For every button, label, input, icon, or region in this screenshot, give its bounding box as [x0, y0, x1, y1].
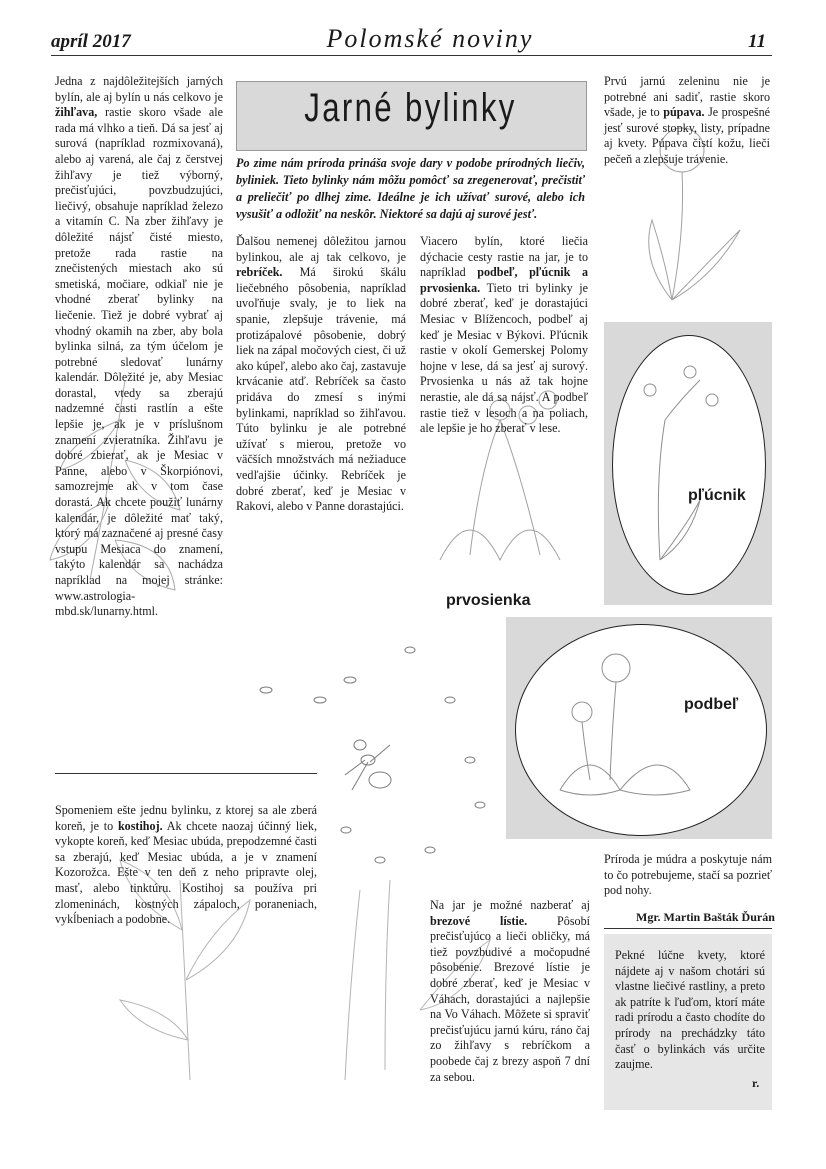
nature-note: Príroda je múdra a poskytuje nám to čo potrebujeme, stačí sa pozrieť pod nohy. [604, 852, 772, 898]
page-number: 11 [748, 31, 766, 52]
birch-keyword: brezové lístie. [430, 913, 528, 928]
comfrey-article [55, 803, 317, 928]
section-rule [55, 773, 317, 774]
comfrey-keyword: kostihoj. [117, 818, 163, 833]
birch-text-a: Na jar je možné nazberať aj [430, 898, 590, 912]
dandelion-text-b: Je prospešné jesť surové stopky, listy, prípadne aj kvety. Púpava čistí kožu, lieči pečeň a zlepšuje trávenie. [604, 105, 771, 166]
note-text: Pekné lúčne kvety, ktoré nájdete aj v našom chotári sú vlastne liečivé rastliny, a preto ak patríte k ľuďom, ktorí máte radi prírodu a často chodíte do prírody na prechádzky táto časť o bylinkách vás určite zaujme. [615, 948, 765, 1072]
issue-date: apríl 2017 [51, 31, 131, 52]
coltsfoot-oval [515, 624, 767, 836]
lungwort-oval [612, 335, 766, 595]
comfrey-text-b: Ak chcete naozaj účinný liek, vykopte koreň, keď Mesiac ubúda, prepodzemné časti sa zberajú, keď Mesiac ubúda, a je v znamení Kozorožca. Ešte v ten deň z neho pripravte olej, masť, alebo tinktúru. Kostihoj sa používa pri zlomeninách, kostných zápaloch, poraneniach, vykĺbeniach a podobne. [55, 818, 317, 927]
respiratory-keyword: podbeľ, pľúcnik a prvosienka. [420, 265, 588, 295]
masthead: Polomské noviny [326, 24, 534, 53]
comfrey-text-a: Spomeniem ešte jednu bylinku, z ktorej sa ale zberá koreň, je to [55, 803, 317, 833]
yarrow-keyword: rebríček. [236, 265, 283, 280]
article-title: Jarné bylinky [304, 86, 517, 130]
dandelion-article [604, 74, 770, 168]
primrose-label: prvosienka [446, 592, 531, 609]
author-signature: Mgr. Martin Bašták Ďurán [636, 910, 775, 924]
yarrow-text-a: Ďalšou nemenej dôležitou jarnou bylinkou, ale aj tak celkovo, je [236, 234, 406, 264]
respiratory-herbs-article [420, 234, 588, 437]
coltsfoot-label: podbeľ [684, 696, 739, 713]
respiratory-text-b: Tieto tri bylinky je dobré zberať, keď je dorastajúci Mesiac v Blížencoch, podbeľ aj keď je Mesiac v Býkovi. Pľúcnik rastie v okolí Gemerskej Polomy hojne v lese, dá sa jesť aj surový. Prvosienka u nás až tak hojne nerastie, ale dá sa nájsť. A podbeľ rastie tiež v lesoch a na poliach, ale lepšie je ho zberať v lese. [420, 280, 588, 436]
header-rule [51, 55, 772, 56]
yarrow-article [236, 234, 406, 515]
dandelion-text-a: Prvú jarnú zeleninu nie je potrebné ani sadiť, rastie skoro všade, je to [604, 74, 770, 120]
note-sign: r. [752, 1076, 760, 1090]
lead-paragraph: Po zime nám príroda prináša svoje dary v podobe prírodných liečiv, byliniek. Tieto bylinky nám môžu pomôcť sa zregenerovať, prečistiť a preliečiť po dlhej zime. Ideálne je ich užívať surové, alebo ich vysušiť a odložiť na neskôr. Niektoré sa dajú aj surové jesť. [236, 156, 585, 221]
nettle-keyword: žihľava, [55, 105, 98, 120]
yarrow-text-b: Má širokú škálu liečebného pôsobenia, napríklad uvoľňuje svaly, je to liek na spanie, zlepšuje trávenie, má protizápalové pôsobenie, dobrý liek na zápal močových ciest, či už ako kúpeľ, alebo ako čaj, zastavuje krvácanie atď. Rebríček sa často pridáva do zmesí s inými bylinkami, napríklad so žihľavou. Túto bylinku je ale potrebné užívať s mierou, pretože vo väčších množstvách má nežiaduce vedľajšie účinky. Rebríček je dobré zberať, keď je Mesiac v Rakovi, alebo v Panne dorastajúci. [236, 265, 406, 514]
respiratory-text-a: Viacero bylín, ktoré liečia dýchacie cesty rastie na jar, je to napríklad [420, 234, 588, 280]
nettle-text-b: rastie skoro všade ale rada má vlhko a tieň. Dá sa jesť aj surová (napríklad rozmixovaná), alebo aj varená, ale čaj z čerstvej žihľavy je tiež výborný, prečisťujúci, povzbudzujúci, liečivý, obsahuje napríklad železo a vitamín C. Na zber žihľavy je dôležité nájsť čisté miesto, pretože rada rastie na znečistených miestach ako sú smetiská, močiare, odkiaľ nie je vhodné zberať bylinky na liečenie. Tiež je dobré vybrať aj vhodný okamih na zber, aby bola bylinka silná, za tým účelom je potrebné sledovať lunárny kalendár. Dôležité je, aby Mesiac dorastal, vtedy sa zberajú nadzemné časti rastlín a ešte lepšie je, ak je v príslušnom znamení zvieratníka. Žihľavu je dobré zbierať, ak je Mesiac v Panne, alebo v Škorpiónovi, samozrejme ak v tom čase dorastá. Ak chcete použiť lunárny kalendár, je dôležité mať taký, ktorý má zaznačené aj presné časy vstupu Mesiaca do znamení, takýto kalendár sa nachádza napríklad na mojej stránke: www.astrologia-mbd.sk/lunarny.html. [55, 105, 223, 619]
birch-article [430, 898, 590, 1085]
author-rule [604, 928, 772, 929]
birch-text-b: Pôsobí prečisťujúco a lieči obličky, má tiež povzbudivé a močopudné pôsobenie. Brezové lístie je dobré zberať, keď je Mesiac v Váhach, dorastajúci a najlepšie na Vo Váhach. Môžete si spraviť prečisťujúcu jarnú kúru, ráno čaj zo žihľavy s rebríčkom a poobede čaj z brezy aspoň 7 dní za sebou. [430, 913, 590, 1084]
nettle-text-a: Jedna z najdôležitejších jarných bylín, ale aj bylín u nás celkovo je [55, 74, 223, 104]
nettle-article [55, 74, 223, 620]
dandelion-keyword: púpava. [663, 105, 705, 120]
ant-large [345, 740, 391, 790]
lungwort-label: pľúcnik [688, 487, 746, 504]
